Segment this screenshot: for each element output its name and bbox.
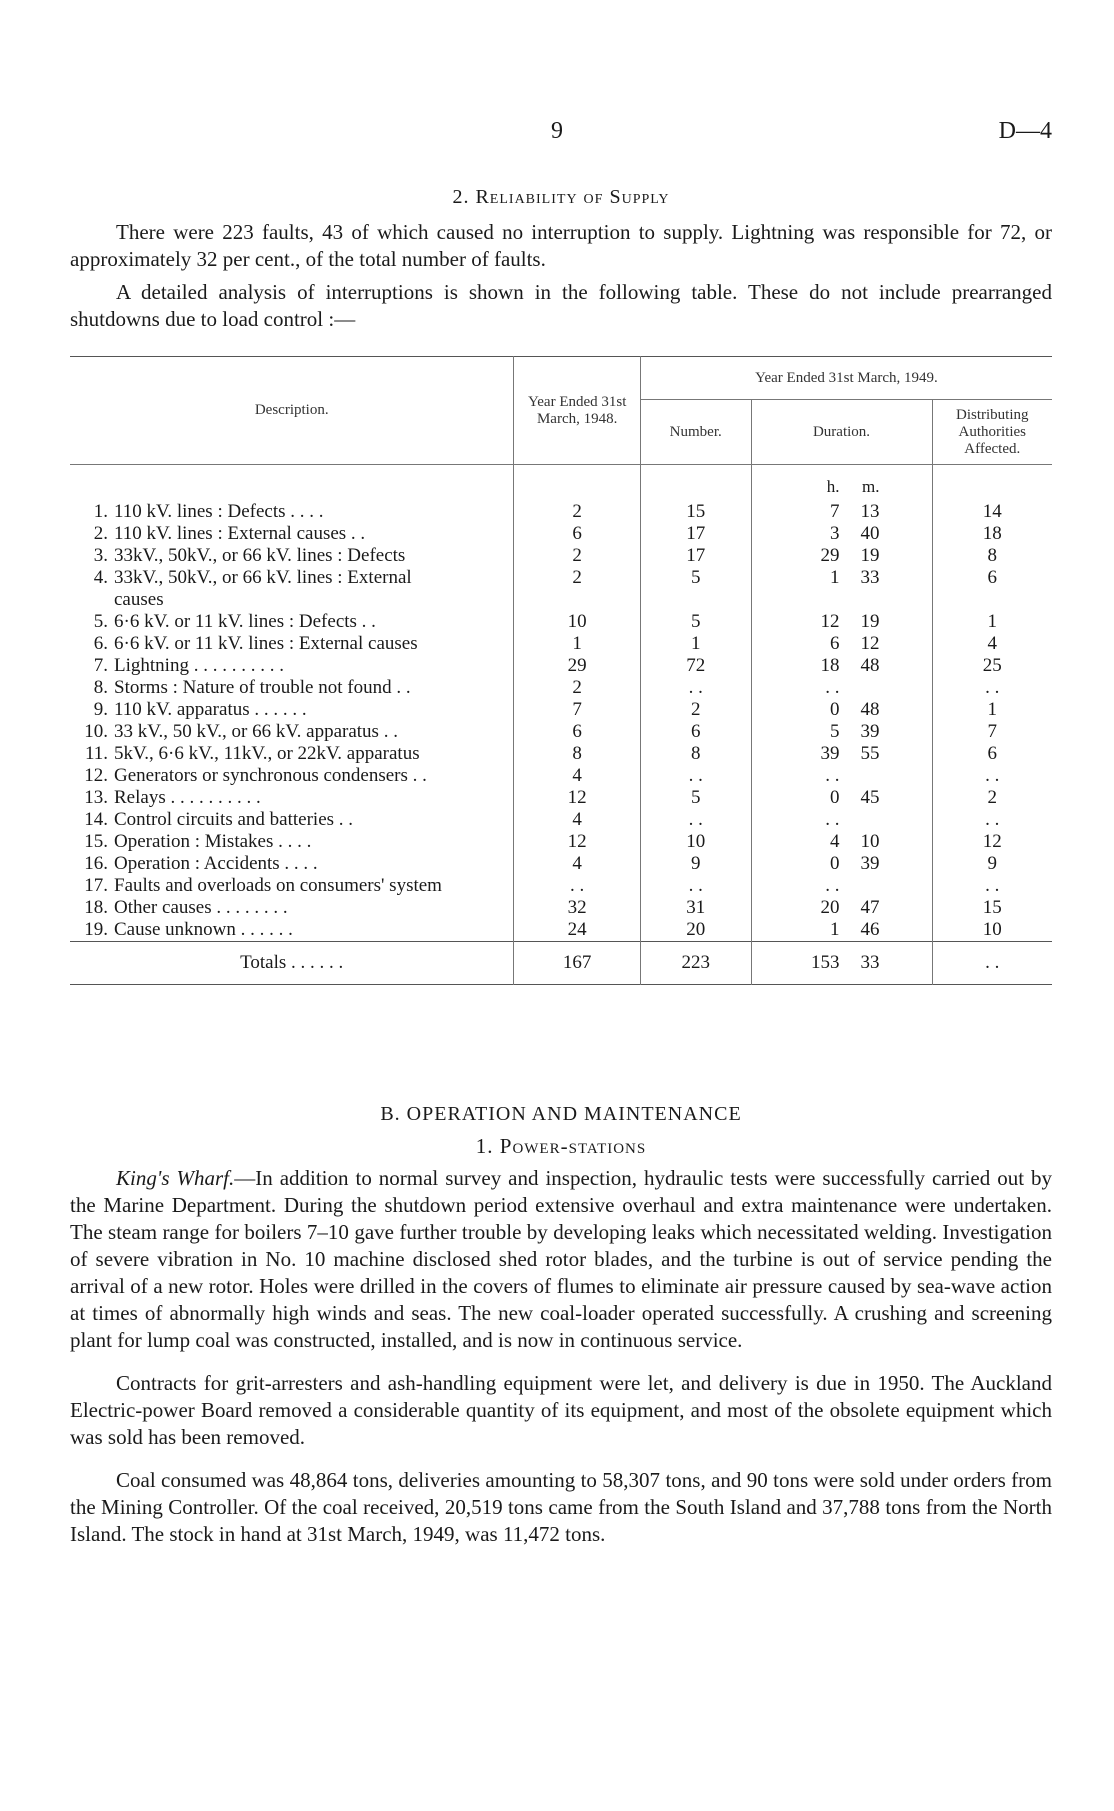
row-number: 18. [84,897,108,918]
row-prev-year: 6 [514,721,641,743]
row-description-text: Other causes . . . . . . . . [114,897,288,918]
row-prev-year: 7 [514,699,641,721]
row-distributing: . . [932,765,1052,787]
row-duration [751,897,932,919]
row-distributing: 2 [932,787,1052,809]
paragraph: Coal consumed was 48,864 tons, deliveries amounting to 58,307 tons, and 90 tons were sold under orders from the Mining Controller. Of the coal received, 20,519 tons came from the South Island and 37,788 tons from the North Island. The stock in hand at 31st March, 1949, was 11,472 tons. [70,1468,1052,1546]
row-description-text: Cause unknown . . . . . . [114,919,293,940]
row-number: 15. [84,831,108,852]
paragraph: There were 223 faults, 43 of which caused no interruption to supply. Lightning was responsible for 72, or approximately 32 per cent., of the total number of faults. [70,220,1052,271]
row-number-count: 5 [640,567,751,611]
row-prev-year: 10 [514,611,641,633]
totals-number: 223 [640,942,751,985]
totals-row [70,942,1052,985]
table-row [70,523,1052,545]
table-row [70,699,1052,721]
row-distributing: . . [932,677,1052,699]
row-duration [751,765,932,787]
row-distributing: 8 [932,545,1052,567]
row-number: 4. [93,567,108,588]
row-number-count: 9 [640,853,751,875]
row-number: 14. [84,809,108,830]
row-description [70,853,514,875]
lead-in: King's Wharf. [116,1166,235,1190]
row-description-text: Storms : Nature of trouble not found . . [114,677,411,698]
row-distributing: 18 [932,523,1052,545]
row-prev-year: 2 [514,677,641,699]
row-description [70,501,514,523]
row-description-text: Lightning . . . . . . . . . . [114,655,284,676]
table-row [70,721,1052,743]
row-distributing: 10 [932,919,1052,942]
header-distributing: Distributing Authorities Affected. [932,400,1052,465]
row-description-text: 5kV., 6·6 kV., 11kV., or 22kV. apparatus [114,743,420,764]
row-duration [751,831,932,853]
totals-duration [751,942,932,985]
row-minutes: 45 [860,787,880,808]
row-hours: . . [825,765,840,786]
row-description-text: Control circuits and batteries . . [114,809,354,830]
row-description-text: 110 kV. apparatus . . . . . . [114,699,307,720]
row-number-count: 10 [640,831,751,853]
totals-prev: 167 [514,942,641,985]
row-distributing: 6 [932,743,1052,765]
section-operation [70,1103,1052,1564]
row-number-count: . . [640,677,751,699]
row-description-text: Relays . . . . . . . . . . [114,787,261,808]
row-duration [751,523,932,545]
row-hours: 7 [830,501,840,522]
row-prev-year: 4 [514,809,641,831]
paragraph-text: —In addition to normal survey and inspection, hydraulic tests were successfully carried out by the Marine Department. During the shutdown period extensive overhaul and extra maintenance were undertaken. The steam range for boilers 7–10 gave further trouble by developing leaks which necessitated welding. Investigation of severe vibration in No. 10 machine disclosed shed rotor blades, and the turbine is out of service pending the arrival of a new rotor. Holes were drilled in the covers of flumes to eliminate air pressure caused by sea-wave action at times of abnormally high winds and seas. The new coal-loader operated successfully. A crushing and screening plant for lump coal was constructed, installed, and is now in continuous service. [70,1166,1052,1352]
row-description-text: 33kV., 50kV., or 66 kV. lines : External [114,567,412,588]
row-number: 10. [84,721,108,742]
row-number-count: . . [640,809,751,831]
row-minutes: 39 [860,853,880,874]
header-year-1949: Year Ended 31st March, 1949. [640,357,1052,400]
row-duration [751,787,932,809]
row-number-count: 5 [640,611,751,633]
row-duration [751,721,932,743]
units-row [70,465,1052,502]
row-description [70,699,514,721]
row-number: 9. [93,699,108,720]
row-minutes: 10 [860,831,880,852]
table-row [70,633,1052,655]
row-minutes: 19 [860,611,880,632]
header-number: Number. [640,400,751,465]
row-number-count: . . [640,875,751,897]
row-minutes: 13 [860,501,880,522]
row-prev-year: 6 [514,523,641,545]
row-hours: 20 [820,897,840,918]
row-number-count: 72 [640,655,751,677]
table-row [70,655,1052,677]
row-description-text: Faults and overloads on consumers' system [114,875,442,896]
row-duration [751,633,932,655]
paragraph: Contracts for grit-arresters and ash-handling equipment were let, and delivery is due in 1950. The Auckland Electric-power Board removed a considerable quantity of its equipment, and most of the obsolete equipment which was sold has been removed. [70,1371,1052,1449]
row-description [70,721,514,743]
row-distributing: 7 [932,721,1052,743]
table-row [70,831,1052,853]
row-hours: 3 [830,523,840,544]
totals-label: Totals . . . . . . [70,942,514,985]
row-hours: 29 [820,545,840,566]
row-prev-year: 2 [514,545,641,567]
row-description-continued: causes [114,589,164,610]
row-description [70,523,514,545]
row-distributing: . . [932,875,1052,897]
row-hours: . . [825,875,840,896]
row-minutes: 47 [860,897,880,918]
row-number-count: 31 [640,897,751,919]
row-hours: 18 [820,655,840,676]
row-description-text: Operation : Mistakes . . . . [114,831,312,852]
table-row [70,897,1052,919]
row-prev-year: 2 [514,567,641,611]
row-number: 6. [93,633,108,654]
header-description: Description. [70,357,514,465]
table-row [70,567,1052,611]
row-minutes: 55 [860,743,880,764]
row-duration [751,655,932,677]
row-duration [751,743,932,765]
row-hours: 0 [830,699,840,720]
row-duration [751,501,932,523]
section-title-reliability: 2. Reliability of Supply [452,186,670,208]
row-number: 17. [84,875,108,896]
row-description [70,743,514,765]
row-number: 19. [84,919,108,940]
row-prev-year: . . [514,875,641,897]
row-distributing: 9 [932,853,1052,875]
document-code: D—4 [998,118,1052,144]
row-minutes: 46 [860,919,880,940]
row-duration [751,853,932,875]
row-description [70,875,514,897]
row-hours: 0 [830,787,840,808]
row-description [70,919,514,942]
row-hours: 5 [830,721,840,742]
row-number-count: 5 [640,787,751,809]
row-number: 8. [93,677,108,698]
row-duration [751,611,932,633]
row-number: 2. [93,523,108,544]
subsection-title-power-stations: 1. Power-stations [475,1134,647,1158]
row-hours: 1 [830,567,840,588]
faults-table [70,356,1052,985]
row-description [70,787,514,809]
row-number-count: 17 [640,523,751,545]
row-description [70,567,514,611]
row-hours: 1 [830,919,840,940]
row-description [70,611,514,633]
section-reliability-text [70,219,1052,339]
faults-table-body [70,465,1052,942]
row-duration [751,919,932,942]
row-number-count: 20 [640,919,751,942]
header-duration: Duration. [751,400,932,465]
table-row [70,875,1052,897]
row-prev-year: 4 [514,853,641,875]
row-minutes: 19 [860,545,880,566]
minutes-unit: m. [862,477,880,496]
row-prev-year: 8 [514,743,641,765]
row-duration [751,545,932,567]
row-description [70,677,514,699]
row-duration [751,677,932,699]
row-prev-year: 12 [514,831,641,853]
row-distributing: . . [932,809,1052,831]
page-number: 9 [551,118,563,144]
row-number-count: 15 [640,501,751,523]
section-title-operation: B. OPERATION AND MAINTENANCE [380,1103,742,1125]
row-number: 11. [84,743,108,764]
row-number: 13. [84,787,108,808]
row-number: 16. [84,853,108,874]
header-prev-year: Year Ended 31st March, 1948. [514,357,641,465]
row-description-text: Generators or synchronous condensers . . [114,765,427,786]
row-hours: 39 [820,743,840,764]
row-hours: 6 [830,633,840,654]
row-description-text: 33 kV., 50 kV., or 66 kV. apparatus . . [114,721,398,742]
paragraph: A detailed analysis of interruptions is shown in the following table. These do not include prearranged shutdowns due to load control :— [70,280,1052,331]
totals-hours: 153 [811,952,840,973]
row-number-count: 8 [640,743,751,765]
totals-distributing: . . [932,942,1052,985]
row-number: 7. [93,655,108,676]
row-description [70,765,514,787]
row-distributing: 12 [932,831,1052,853]
row-hours: . . [825,809,840,830]
row-number: 1. [93,501,108,522]
row-description [70,831,514,853]
row-minutes: 33 [860,567,880,588]
table-row [70,919,1052,942]
row-number: 12. [84,765,108,786]
row-description-text: 110 kV. lines : External causes . . [114,523,366,544]
totals-minutes: 33 [860,952,880,973]
row-number: 5. [93,611,108,632]
table-row [70,787,1052,809]
row-minutes: 12 [860,633,880,654]
table-row [70,611,1052,633]
row-prev-year: 1 [514,633,641,655]
row-prev-year: 12 [514,787,641,809]
row-number-count: 2 [640,699,751,721]
row-minutes: 39 [860,721,880,742]
row-description-text: 6·6 kV. or 11 kV. lines : External causes [114,633,418,654]
row-hours: 4 [830,831,840,852]
table-row [70,765,1052,787]
row-description [70,633,514,655]
row-description-text: 6·6 kV. or 11 kV. lines : Defects . . [114,611,376,632]
row-duration [751,699,932,721]
paragraph-kings-wharf [70,1165,1052,1354]
table-row [70,677,1052,699]
row-hours: . . [825,677,840,698]
row-minutes: 48 [860,699,880,720]
row-prev-year: 4 [514,765,641,787]
row-description-text: Operation : Accidents . . . . [114,853,318,874]
row-distributing: 4 [932,633,1052,655]
table-row [70,809,1052,831]
row-description [70,897,514,919]
row-number: 3. [93,545,108,566]
row-description [70,809,514,831]
row-description-text: 33kV., 50kV., or 66 kV. lines : Defects [114,545,406,566]
row-description [70,545,514,567]
duration-units [751,465,932,502]
row-number-count: 6 [640,721,751,743]
row-description [70,655,514,677]
row-distributing: 6 [932,567,1052,611]
table-row [70,853,1052,875]
table-row [70,501,1052,523]
row-number-count: . . [640,765,751,787]
row-distributing: 15 [932,897,1052,919]
row-prev-year: 24 [514,919,641,942]
row-prev-year: 32 [514,897,641,919]
row-distributing: 1 [932,699,1052,721]
row-description-text: 110 kV. lines : Defects . . . . [114,501,324,522]
row-prev-year: 29 [514,655,641,677]
row-number-count: 17 [640,545,751,567]
row-minutes: 40 [860,523,880,544]
row-duration [751,809,932,831]
hours-unit: h. [826,477,840,496]
row-duration [751,875,932,897]
row-prev-year: 2 [514,501,641,523]
row-distributing: 1 [932,611,1052,633]
row-hours: 0 [830,853,840,874]
row-minutes: 48 [860,655,880,676]
table-row [70,545,1052,567]
row-duration [751,567,932,611]
row-hours: 12 [820,611,840,632]
row-number-count: 1 [640,633,751,655]
table-row [70,743,1052,765]
row-distributing: 25 [932,655,1052,677]
row-distributing: 14 [932,501,1052,523]
